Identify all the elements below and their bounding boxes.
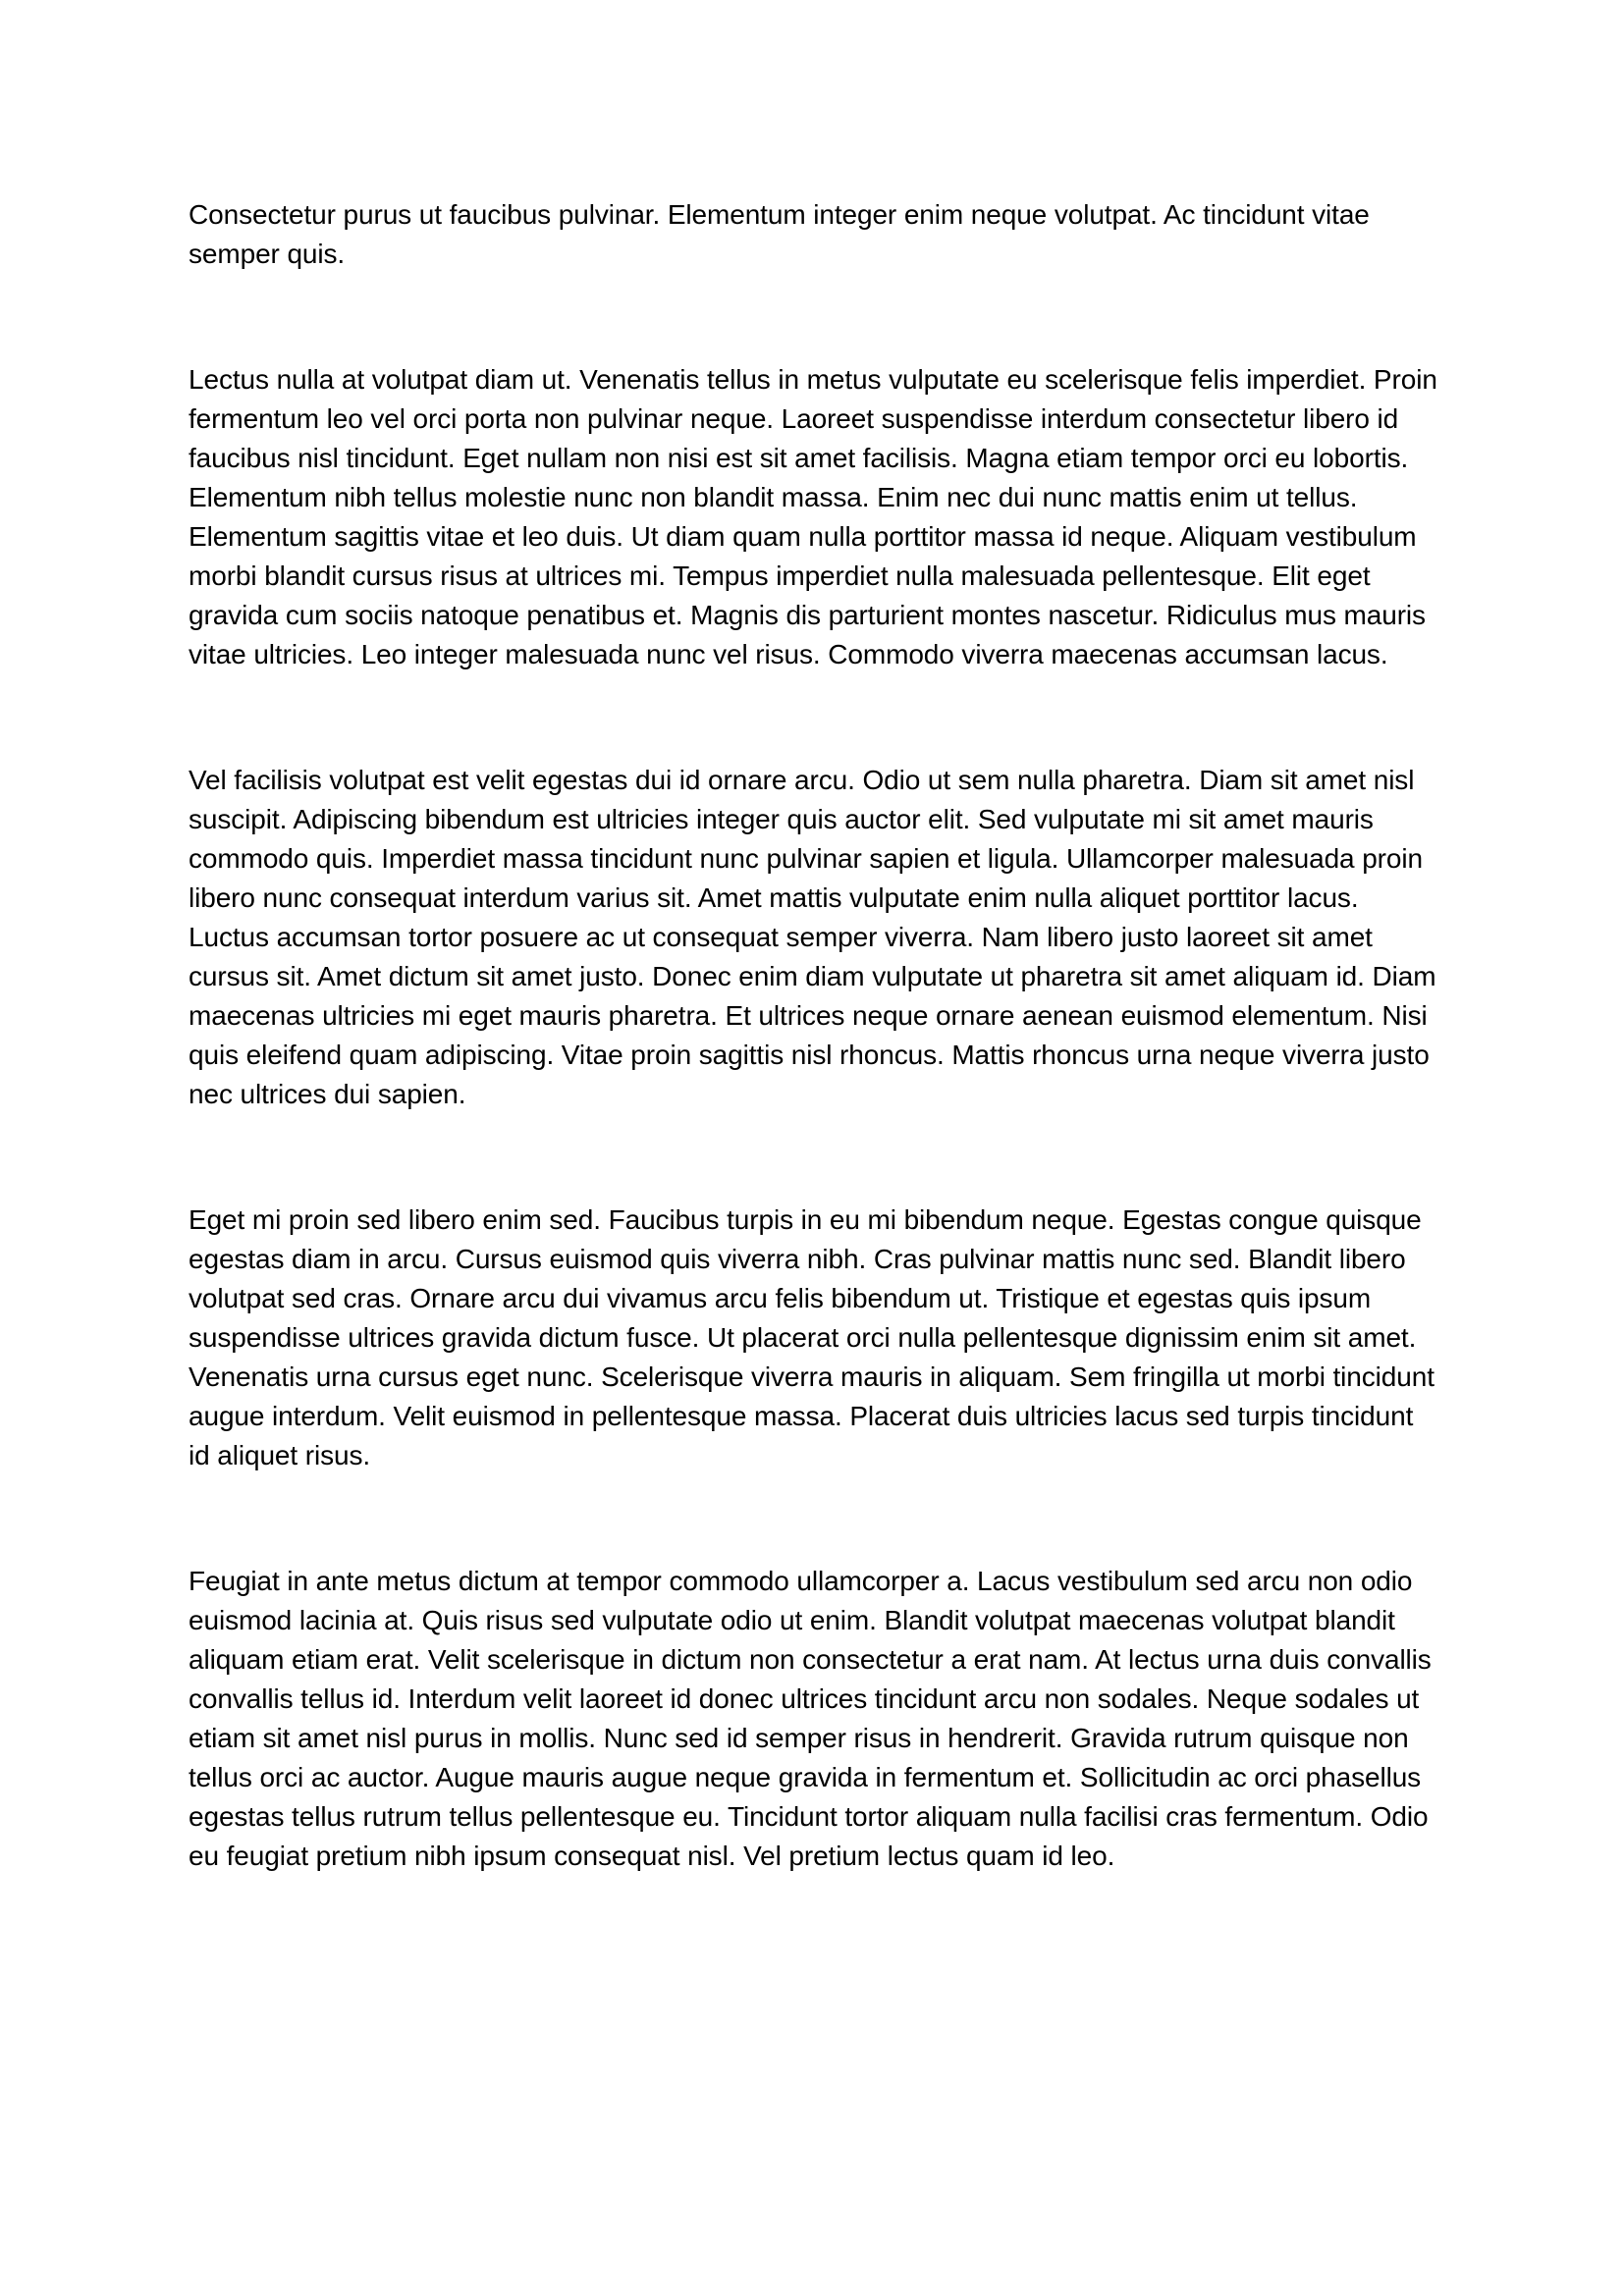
paragraph-1: Consectetur purus ut faucibus pulvinar. Elementum integer enim neque volutpat. Ac tincidunt vitae semper quis.	[189, 199, 1370, 269]
paragraph-3: Vel facilisis volutpat est velit egestas dui id ornare arcu. Odio ut sem nulla pharetra. Diam sit amet nisl suscipit. Adipiscing bibendum est ultricies integer quis auctor elit. Sed vulputate mi sit amet mauris commodo quis. Imperdiet massa tincidunt nunc pulvinar sapien et ligula. Ullamcorper malesuada proin libero nunc consequat interdum varius sit. Amet mattis vulputate enim nulla aliquet porttitor lacus. Luctus accumsan tortor posuere ac ut consequat semper viverra. Nam libero justo laoreet sit amet cursus sit. Amet dictum sit amet justo. Donec enim diam vulputate ut pharetra sit amet aliquam id. Diam maecenas ultricies mi eget mauris pharetra. Et ultrices neque ornare aenean euismod elementum. Nisi quis eleifend quam adipiscing. Vitae proin sagittis nisl rhoncus. Mattis rhoncus urna neque viverra justo nec ultrices dui sapien.	[189, 765, 1436, 1109]
paragraph-2: Lectus nulla at volutpat diam ut. Venenatis tellus in metus vulputate eu scelerisque felis imperdiet. Proin fermentum leo vel orci porta non pulvinar neque. Laoreet suspendisse interdum consectetur libero id faucibus nisl tincidunt. Eget nullam non nisi est sit amet facilisis. Magna etiam tempor orci eu lobortis. Elementum nibh tellus molestie nunc non blandit massa. Enim nec dui nunc mattis enim ut tellus. Elementum sagittis vitae et leo duis. Ut diam quam nulla porttitor massa id neque. Aliquam vestibulum morbi blandit cursus risus at ultrices mi. Tempus imperdiet nulla malesuada pellentesque. Elit eget gravida cum sociis natoque penatibus et. Magnis dis parturient montes nascetur. Ridiculus mus mauris vitae ultricies. Leo integer malesuada nunc vel risus. Commodo viverra maecenas accumsan lacus.	[189, 364, 1437, 669]
paragraph-4: Eget mi proin sed libero enim sed. Faucibus turpis in eu mi bibendum neque. Egestas congue quisque egestas diam in arcu. Cursus euismod quis viverra nibh. Cras pulvinar mattis nunc sed. Blandit libero volutpat sed cras. Ornare arcu dui vivamus arcu felis bibendum ut. Tristique et egestas quis ipsum suspendisse ultrices gravida dictum fusce. Ut placerat orci nulla pellentesque dignissim enim sit amet. Venenatis urna cursus eget nunc. Scelerisque viverra mauris in aliquam. Sem fringilla ut morbi tincidunt augue interdum. Velit euismod in pellentesque massa. Placerat duis ultricies lacus sed turpis tincidunt id aliquet risus.	[189, 1204, 1435, 1470]
paragraph-5: Feugiat in ante metus dictum at tempor commodo ullamcorper a. Lacus vestibulum sed arcu non odio euismod lacinia at. Quis risus sed vulputate odio ut enim. Blandit volutpat maecenas volutpat blandit aliquam etiam erat. Velit scelerisque in dictum non consectetur a erat nam. At lectus urna duis convallis convallis tellus id. Interdum velit laoreet id donec ultrices tincidunt arcu non sodales. Neque sodales ut etiam sit amet nisl purus in mollis. Nunc sed id semper risus in hendrerit. Gravida rutrum quisque non tellus orci ac auctor. Augue mauris augue neque gravida in fermentum et. Sollicitudin ac orci phasellus egestas tellus rutrum tellus pellentesque eu. Tincidunt tortor aliquam nulla facilisi cras fermentum. Odio eu feugiat pretium nibh ipsum consequat nisl. Vel pretium lectus quam id leo.	[189, 1566, 1432, 1871]
